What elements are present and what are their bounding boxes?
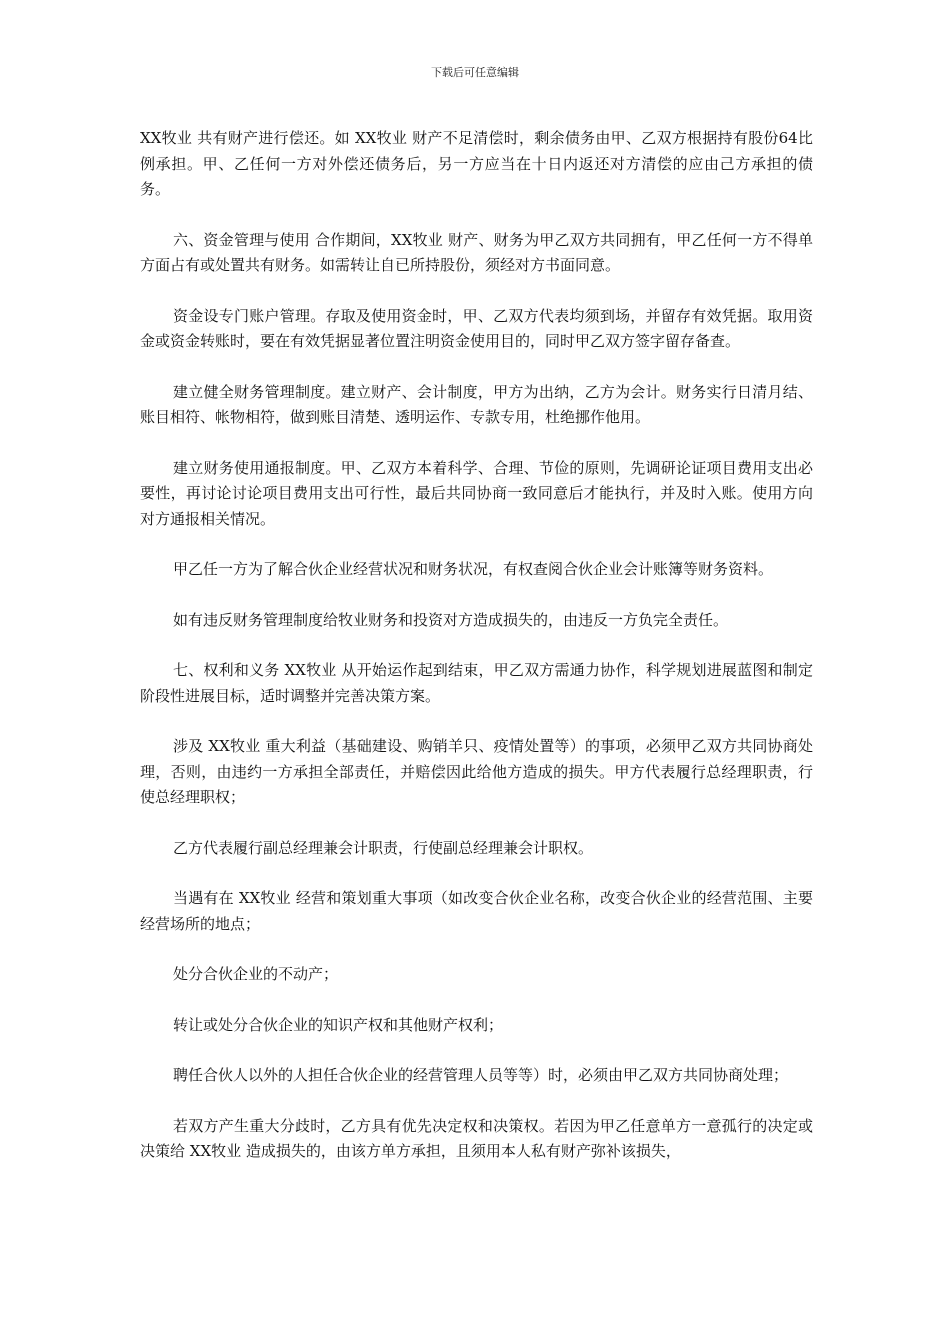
document-body [140,126,813,1190]
paragraph-disagreement: 若双方产生重大分歧时，乙方具有优先决定权和决策权。若因为甲乙任意单方一意孤行的决定或决策给 XX牧业 造成损失的，由该方单方承担，且须用本人私有财产弥补该损失， [140,1116,813,1160]
paragraph-hiring-managers: 聘任合伙人以外的人担任合伙企业的经营管理人员等等）时，必须由甲乙双方共同协商处理； [173,1066,789,1084]
paragraph-major-matters: 当遇有在 XX牧业 经营和策划重大事项（如改变合伙企业名称，改变合伙企业的经营范围、主要经营场所的地点； [140,889,813,933]
paragraph-right-to-inspect: 甲乙任一方为了解合伙企业经营状况和财务状况，有权查阅合伙企业会计账簿等财务资料。 [173,560,774,578]
paragraph-financial-system: 建立健全财务管理制度。建立财产、会计制度，甲方为出纳，乙方为会计。财务实行日清月结、账目相符、帐物相符，做到账目清楚、透明运作、专款专用，杜绝挪作他用。 [140,382,813,426]
paragraph-deputy-gm: 乙方代表履行副总经理兼会计职责，行使副总经理兼会计职权。 [173,838,594,857]
paragraph-reporting-system: 建立财务使用通报制度。甲、乙双方本着科学、合理、节俭的原则，先调研论证项目费用支出必要性，再讨论讨论项目费用支出可行性，最后共同协商一致同意后才能执行，并及时入账。使用方向对方通报相关情况。 [140,458,813,528]
paragraph-debt-repayment: XX牧业 共有财产进行偿还。如 XX牧业 财产不足清偿时，剩余债务由甲、乙双方根据持有股份64比例承担。甲、乙任何一方对外偿还债务后，另一方应当在十日内返还对方清偿的应由己方承担的债务。 [140,129,813,198]
paragraph-section-6-fund-management: 六、资金管理与使用 合作期间，XX牧业 财产、财务为甲乙双方共同拥有，甲乙任何一方不得单方面占有或处置共有财务。如需转让自已所持股份，须经对方书面同意。 [140,230,813,274]
paragraph-dedicated-account: 资金设专门账户管理。存取及使用资金时，甲、乙双方代表均须到场，并留存有效凭据。取用资金或资金转账时，要在有效凭据显著位置注明资金使用目的，同时甲乙双方签字留存备查。 [140,306,813,350]
paragraph-section-7-rights-obligations: 七、权利和义务 XX牧业 从开始运作起到结束，甲乙双方需通力协作，科学规划进展蓝图和制定阶段性进展目标，适时调整并完善决策方案。 [140,661,813,705]
paragraph-liability: 如有违反财务管理制度给牧业财务和投资对方造成损失的，由违反一方负完全责任。 [173,610,729,629]
page-header: 下载后可任意编辑 [431,66,519,79]
paragraph-major-interests: 涉及 XX牧业 重大利益（基础建设、购销羊只、疫情处置等）的事项，必须甲乙双方共同协商处理，否则，由违约一方承担全部责任，并赔偿因此给他方造成的损失。甲方代表履行总经理职责，行使总经理职权； [140,737,813,806]
paragraph-ip-rights: 转让或处分合伙企业的知识产权和其他财产权利； [173,1015,504,1034]
paragraph-real-estate: 处分合伙企业的不动产； [173,965,339,983]
